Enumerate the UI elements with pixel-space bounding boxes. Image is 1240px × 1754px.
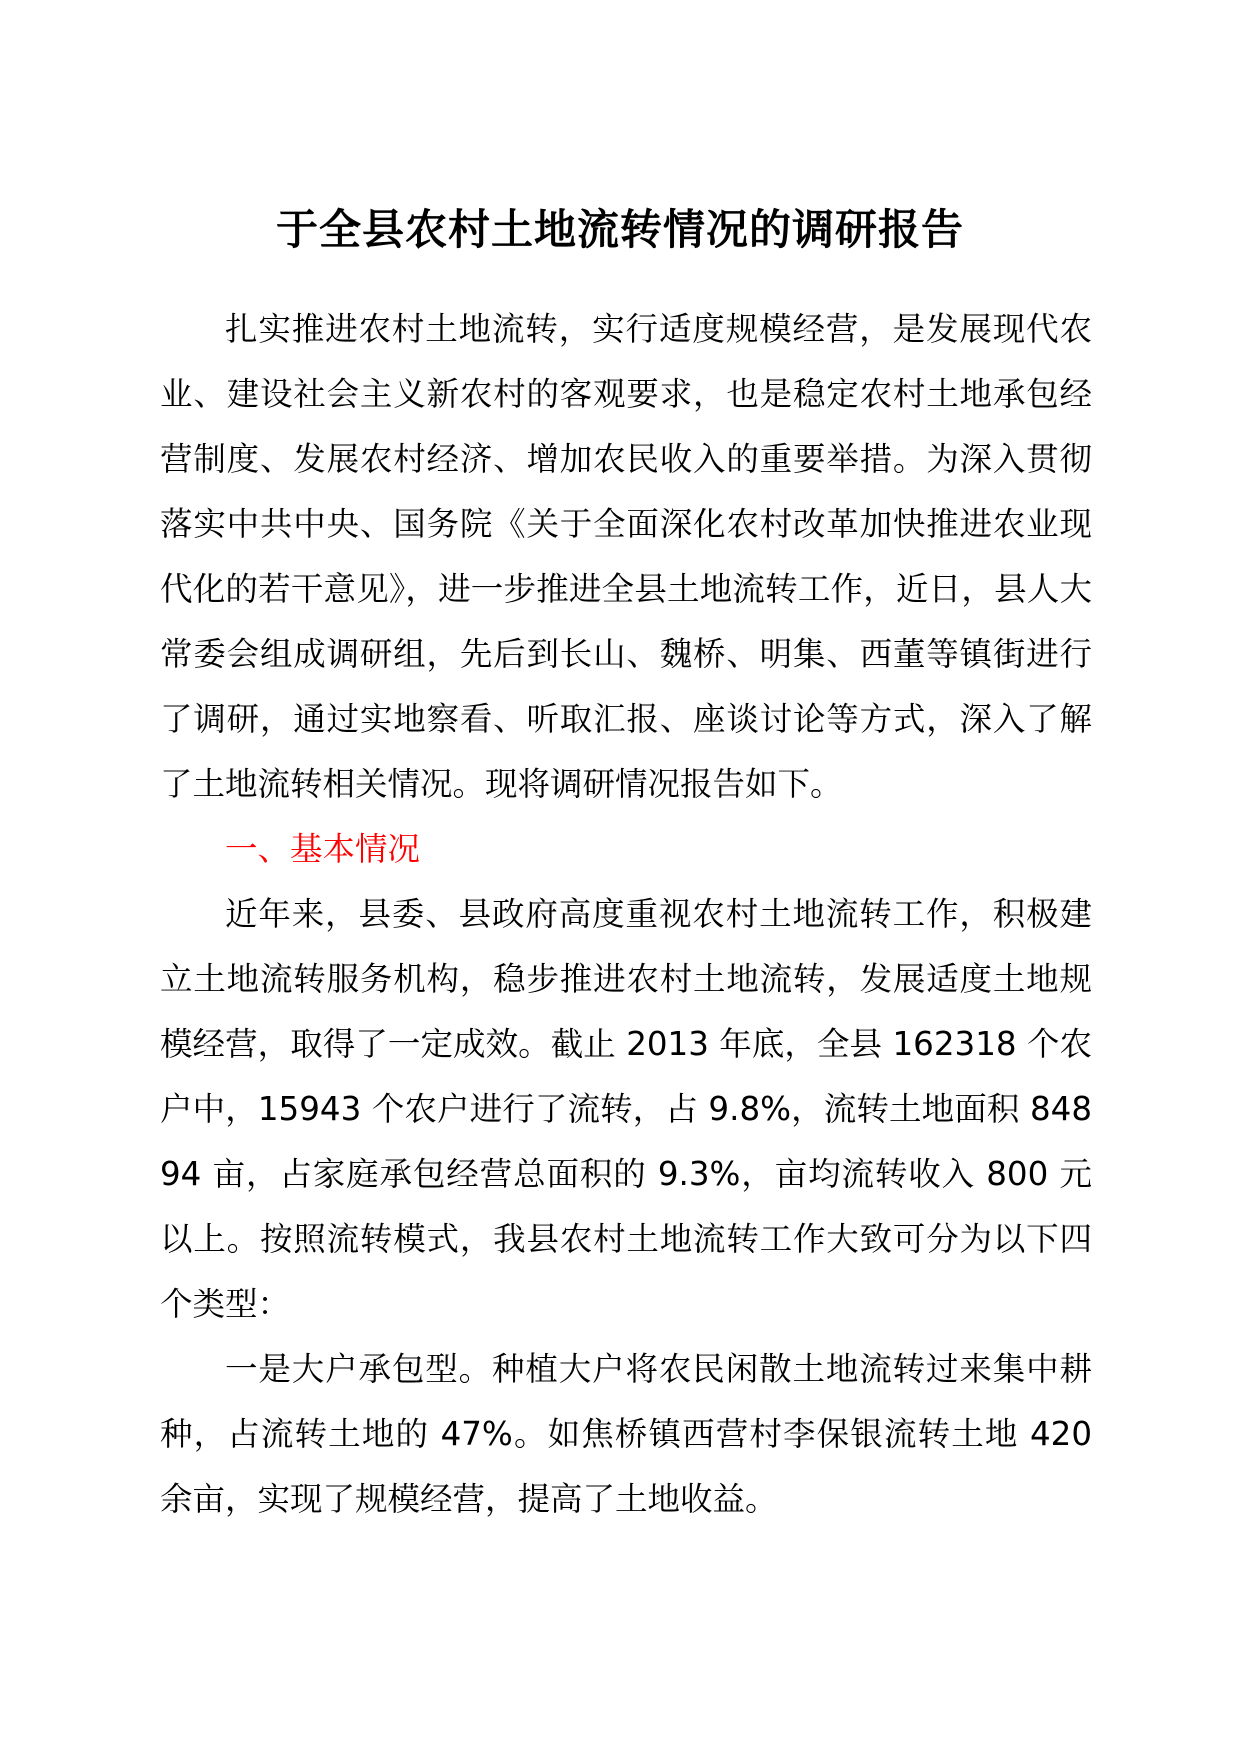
section1-paragraph-overview: 近年来，县委、县政府高度重视农村土地流转工作，积极建立土地流转服务机构，稳步推进农村土地流转，发展适度土地规模经营，取得了一定成效。截止 2013 年底，全县 162318 个农户中，15943 个农户进行了流转，占 9.8%，流转土地面积 84894 亩，占家庭承包经营总面积的 9.3%，亩均流转收入 800 元以上。按照流转模式，我县农村土地流转工作大致可分为以下四个类型： [160, 895, 1092, 1323]
section1-paragraph-type-one: 一是大户承包型。种植大户将农民闲散土地流转过来集中耕种，占流转土地的 47%。如焦桥镇西营村李保银流转土地 420 余亩，实现了规模经营，提高了土地收益。 [160, 1350, 1092, 1518]
document-title: 于全县农村土地流转情况的调研报告 [275, 205, 964, 254]
document-body [160, 297, 1092, 1532]
intro-paragraph: 扎实推进农村土地流转，实行适度规模经营，是发展现代农业、建设社会主义新农村的客观要求，也是稳定农村土地承包经营制度、发展农村经济、增加农民收入的重要举措。为深入贯彻落实中共中央、国务院《关于全面深化农村改革加快推进农业现代化的若干意见》，进一步推进全县土地流转工作，近日，县人大常委会组成调研组，先后到长山、魏桥、明集、西董等镇街进行了调研，通过实地察看、听取汇报、座谈讨论等方式，深入了解了土地流转相关情况。现将调研情况报告如下。 [160, 310, 1092, 803]
section-heading-basic-situation: 一、基本情况 [225, 830, 421, 868]
